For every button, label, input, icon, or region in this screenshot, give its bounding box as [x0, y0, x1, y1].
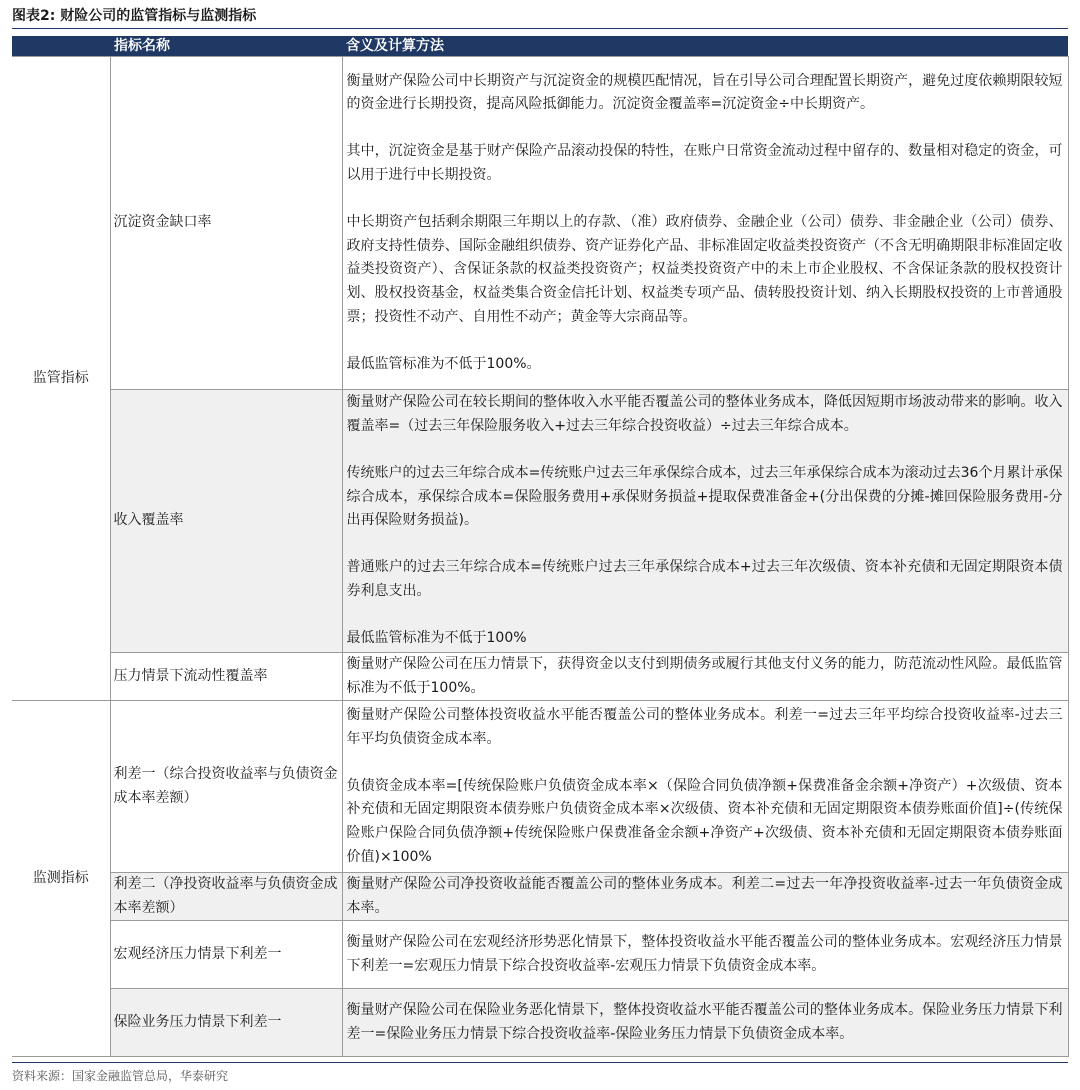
category-monitoring: 监测指标	[12, 701, 110, 1057]
table-row	[12, 390, 1068, 653]
description-paragraph: 最低监管标准为不低于100%	[346, 630, 527, 647]
indicator-description	[342, 653, 1068, 701]
header-category	[12, 36, 110, 57]
description-paragraph: 衡量财产保险公司在压力情景下，获得资金以支付到期债务或履行其他支付义务的能力，防范流动性风险。最低监管标准为不低于100%。	[346, 656, 1063, 696]
category-regulatory: 监管指标	[12, 57, 110, 701]
title-divider	[12, 28, 1068, 29]
source-note: 资料来源：国家金融监管总局，华泰研究	[12, 1062, 1068, 1085]
indicator-name: 利差一（综合投资收益率与负债资金成本率差额）	[110, 701, 342, 873]
description-paragraph: 其中，沉淀资金是基于财产保险产品滚动投保的特性，在账户日常资金流动过程中留存的、数量相对稳定的资金，可以用于进行中长期投资。	[346, 143, 1063, 184]
indicator-table-container	[12, 36, 1068, 1057]
table-row	[12, 653, 1068, 701]
header-indicator-name: 指标名称	[110, 36, 342, 57]
table-row	[12, 989, 1068, 1057]
description-paragraph: 衡量财产保险公司在保险业务恶化情景下，整体投资收益水平能否覆盖公司的整体业务成本。保险业务压力情景下利差一=保险业务压力情景下综合投资收益率-保险业务压力情景下负债资金成本率。	[346, 1002, 1063, 1042]
indicator-description	[342, 989, 1068, 1057]
indicator-description	[342, 921, 1068, 989]
indicator-name: 利差二（净投资收益率与负债资金成本率差额）	[110, 873, 342, 921]
description-paragraph: 中长期资产包括剩余期限三年期以上的存款、（准）政府债券、金融企业（公司）债券、非金融企业（公司）债券、政府支持性债券、国际金融组织债券、资产证券化产品、非标准固定收益类投资资产（不含无明确期限非标准固定收益类投资资产）、含保证条款的权益类投资资产；权益类投资资产中的未上市企业股权、不含保证条款的股权投资计划、股权投资基金，权益类集合资金信托计划、权益类专项产品、债转股投资计划、纳入长期股权投资的上市普通股票；投资性不动产、自用性不动产；黄金等大宗商品等。	[346, 214, 1063, 325]
description-paragraph: 最低监管标准为不低于100%。	[346, 355, 541, 372]
table-row	[12, 701, 1068, 873]
table-row	[12, 873, 1068, 921]
description-paragraph: 衡量财产保险公司整体投资收益水平能否覆盖公司的整体业务成本。利差一=过去三年平均综合投资收益率-过去三年平均负债资金成本率。	[346, 707, 1063, 747]
description-paragraph: 衡量财产保险公司中长期资产与沉淀资金的规模匹配情况，旨在引导公司合理配置长期资产，避免过度依赖期限较短的资金进行长期投资，提高风险抵御能力。沉淀资金覆盖率=沉淀资金÷中长期资产。	[346, 72, 1063, 113]
figure-title: 图表2: 财险公司的监管指标与监测指标	[12, 8, 257, 24]
indicator-table	[12, 36, 1069, 1057]
indicator-name: 宏观经济压力情景下利差一	[110, 921, 342, 989]
table-row	[12, 921, 1068, 989]
table-header-row	[12, 36, 1068, 57]
indicator-description	[342, 873, 1068, 921]
indicator-description	[342, 701, 1068, 873]
description-paragraph: 普通账户的过去三年综合成本=传统账户过去三年承保综合成本+过去三年次级债、资本补充债和无固定期限资本债券利息支出。	[346, 559, 1063, 599]
description-paragraph: 衡量财产保险公司在宏观经济形势恶化情景下，整体投资收益水平能否覆盖公司的整体业务成本。宏观经济压力情景下利差一=宏观压力情景下综合投资收益率-宏观压力情景下负债资金成本率。	[346, 934, 1063, 974]
description-paragraph: 传统账户的过去三年综合成本=传统账户过去三年承保综合成本，过去三年承保综合成本为滚动过去36个月累计承保综合成本，承保综合成本=保险服务费用+承保财务损益+提取保费准备金+(分出保费的分摊-摊回保险服务费用-分出再保险财务损益)。	[346, 465, 1063, 529]
indicator-name: 沉淀资金缺口率	[110, 57, 342, 390]
description-paragraph: 衡量财产保险公司在较长期间的整体收入水平能否覆盖公司的整体业务成本，降低因短期市场波动带来的影响。收入覆盖率=（过去三年保险服务收入+过去三年综合投资收益）÷过去三年综合成本。	[346, 394, 1063, 434]
header-description: 含义及计算方法	[342, 36, 1068, 57]
table-row	[12, 57, 1068, 390]
description-paragraph: 衡量财产保险公司净投资收益能否覆盖公司的整体业务成本。利差二=过去一年净投资收益率-过去一年负债资金成本率。	[346, 876, 1063, 916]
description-paragraph: 负债资金成本率=[传统保险账户负债资金成本率×（保险合同负债净额+保费准备金余额+净资产）+次级债、资本补充债和无固定期限资本债券账户负债资金成本率×次级债、资本补充债和无固定期限资本债券账面价值]÷(传统保险账户保险合同负债净额+传统保险账户保费准备金余额+净资产+次级债、资本补充债和无固定期限资本债券账面价值)×100%	[346, 777, 1063, 865]
indicator-description	[342, 57, 1068, 390]
indicator-name: 收入覆盖率	[110, 390, 342, 653]
indicator-name: 保险业务压力情景下利差一	[110, 989, 342, 1057]
indicator-name: 压力情景下流动性覆盖率	[110, 653, 342, 701]
indicator-description	[342, 390, 1068, 653]
